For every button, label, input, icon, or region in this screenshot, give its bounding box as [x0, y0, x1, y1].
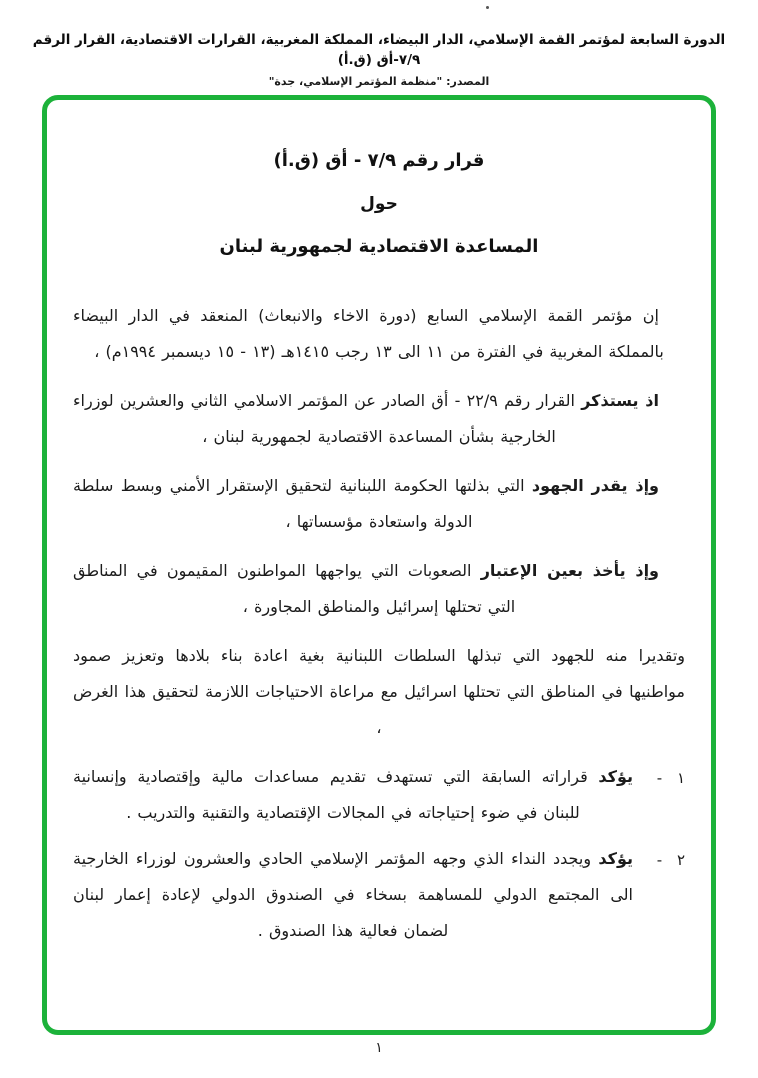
paragraph-lead: وإذ يأخذ بعين الإعتبار [480, 561, 660, 580]
item-body-text: ويجدد النداء الذي وجهه المؤتمر الإسلامي الحادي والعشرون لوزراء الخارجية الى المجتمع الدولي للمساهمة بسخاء في الصندوق الدولي لإعادة إعمار لبنان لضمان فعالية هذا الصندوق . [73, 849, 633, 940]
paragraph-text: وتقديرا منه للجهود التي تبذلها السلطات اللبنانية بغية اعادة بناء بلادها وتعزيز صمود مواطنيها في المناطق التي تحتلها اسرائيل مع مراعاة الاحتياجات اللازمة لتحقيق هذا الغرض ، [73, 646, 685, 737]
operative-items [73, 759, 685, 949]
resolution-number-line: قرار رقم ٧/٩ - أق (ق.أ) [273, 150, 485, 171]
paragraph-lead: اذ يستذكر [581, 391, 659, 410]
paragraph-text: إن مؤتمر القمة الإسلامي السابع (دورة الاخاء والانبعاث) المنعقد في الدار البيضاء بالمملكة المغربية في الفترة من ١١ الى ١٣ رجب ١٤١٥هـ (١٣ - ١٥ ديسمبر ١٩٩٤م) ، [73, 306, 664, 361]
paragraph-text: التي بذلتها الحكومة اللبنانية لتحقيق الإستقرار الأمني وبسط سلطة الدولة واستعادة مؤسساتها ، [73, 476, 532, 531]
item-number: ١ - [656, 769, 685, 787]
acknowledging-paragraph [73, 638, 685, 746]
page-number: ١ [375, 1040, 383, 1056]
item-number: ٢ - [656, 851, 685, 869]
operative-item-1 [73, 759, 685, 831]
item-lead: يؤكد [598, 849, 633, 868]
citation-title: الدورة السابعة لمؤتمر القمة الإسلامي، الدار البيضاء، المملكة المغربية، القرارات الاقتصادية، القرار الرقم ٧/٩-أق (ق.أ) [32, 32, 726, 68]
recalling-paragraph [73, 383, 685, 455]
paragraph-lead: وإذ يقدر الجهود [531, 476, 660, 495]
operative-item-2 [73, 841, 685, 949]
document-content [47, 100, 711, 949]
document-page-border [42, 95, 716, 1035]
item-body-text: قراراته السابقة التي تستهدف تقديم مساعدات مالية وإقتصادية وإنسانية للبنان في ضوء إحتياجاته في المجالات الإقتصادية والتقنية والتدريب . [73, 767, 599, 822]
resolution-subject-line: المساعدة الاقتصادية لجمهورية لبنان [219, 236, 539, 257]
citation-source: المصدر: "منظمة المؤتمر الإسلامي، جدة" [268, 75, 490, 88]
scan-artifact-dot [486, 6, 489, 9]
resolution-title-block [73, 150, 685, 258]
item-lead: يؤكد [598, 767, 633, 786]
item-text [73, 759, 633, 831]
item-text [73, 841, 633, 949]
resolution-about-word: حول [360, 194, 398, 214]
considering-paragraph [73, 553, 685, 625]
resolution-body [73, 298, 685, 949]
paragraph-text: الصعوبات التي يواجهها المواطنون المقيمون في المناطق التي تحتلها إسرائيل والمناطق المجاورة ، [73, 561, 516, 616]
preamble-paragraph [73, 298, 685, 370]
appreciating-paragraph [73, 468, 685, 540]
paragraph-text: القرار رقم ٢٢/٩ - أق الصادر عن المؤتمر الاسلامي الثاني والعشرين لوزراء الخارجية بشأن المساعدة الاقتصادية لجمهورية لبنان ، [73, 391, 582, 446]
document-citation-header [0, 30, 758, 91]
